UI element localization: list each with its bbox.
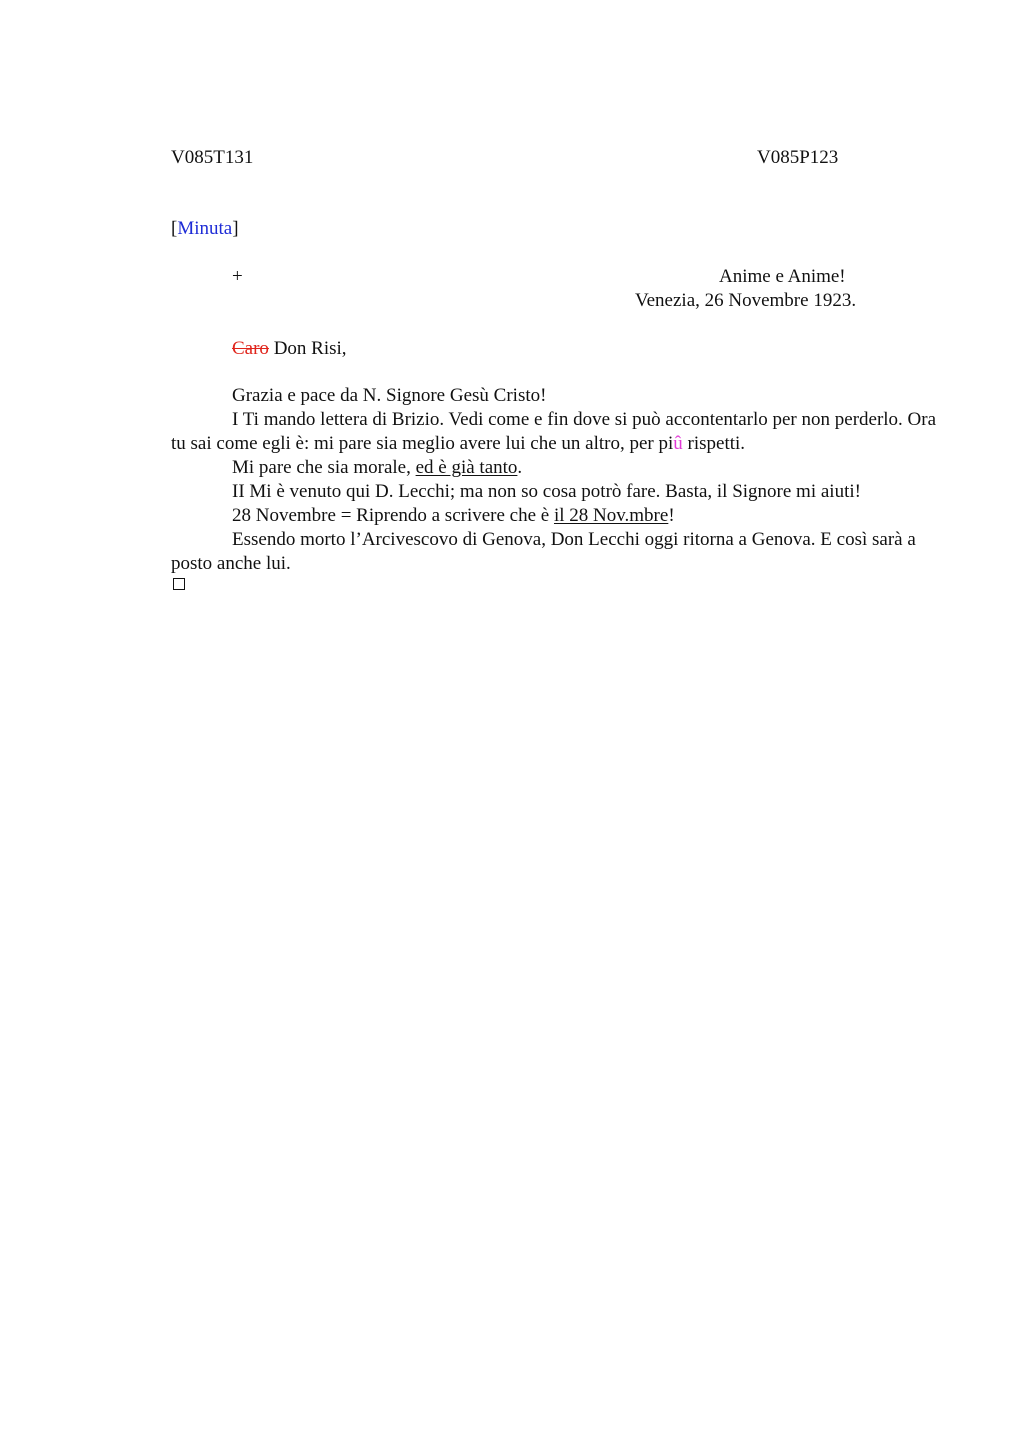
note-close-bracket: ]	[232, 218, 239, 239]
paragraph-4	[171, 504, 941, 528]
motto: Anime e Anime!	[719, 266, 846, 287]
paragraph-4-end: !	[668, 505, 675, 526]
end-box-icon	[173, 578, 185, 590]
correction-mark: û	[673, 433, 683, 454]
greeting-line: Grazia e pace da N. Signore Gesù Cristo!	[232, 385, 547, 406]
note-open-bracket: [	[171, 218, 178, 239]
paragraph-3: II Mi è venuto qui D. Lecchi; ma non so cosa potrò fare. Basta, il Signore mi aiuti!	[232, 481, 861, 502]
salutation	[232, 337, 347, 361]
paragraph-2	[171, 456, 941, 480]
underlined-date: il 28 Nov.mbre	[553, 505, 669, 526]
salutation-name: Don Risi,	[268, 338, 347, 359]
cross-mark: +	[232, 266, 243, 287]
minuta-note	[171, 217, 239, 241]
paragraph-2-text: Mi pare che sia morale,	[232, 457, 416, 478]
document-code-right: V085P123	[757, 147, 839, 168]
paragraph-2-end: .	[517, 457, 523, 478]
struck-word: Caro	[232, 338, 269, 359]
paragraph-1	[171, 408, 941, 456]
underlined-phrase: ed è già tanto	[415, 457, 518, 478]
paragraph-1-end: rispetti.	[682, 433, 746, 454]
letter-body	[171, 384, 941, 576]
note-label: Minuta	[177, 218, 233, 239]
paragraph-4-text: 28 Novembre = Riprendo a scrivere che è	[232, 505, 554, 526]
paragraph-5: Essendo morto l’Arcivescovo di Genova, Don Lecchi oggi ritorna a Genova. E così sarà a posto anche lui.	[171, 529, 916, 574]
paragraph-1-text: I Ti mando lettera di Brizio. Vedi come e fin dove si può accontentarlo per non perderlo. Ora tu sai come egli è: mi pare sia meglio avere lui che un altro, per pi	[171, 409, 937, 454]
document-code-left: V085T131	[171, 147, 254, 168]
place-date: Venezia, 26 Novembre 1923.	[635, 290, 857, 311]
